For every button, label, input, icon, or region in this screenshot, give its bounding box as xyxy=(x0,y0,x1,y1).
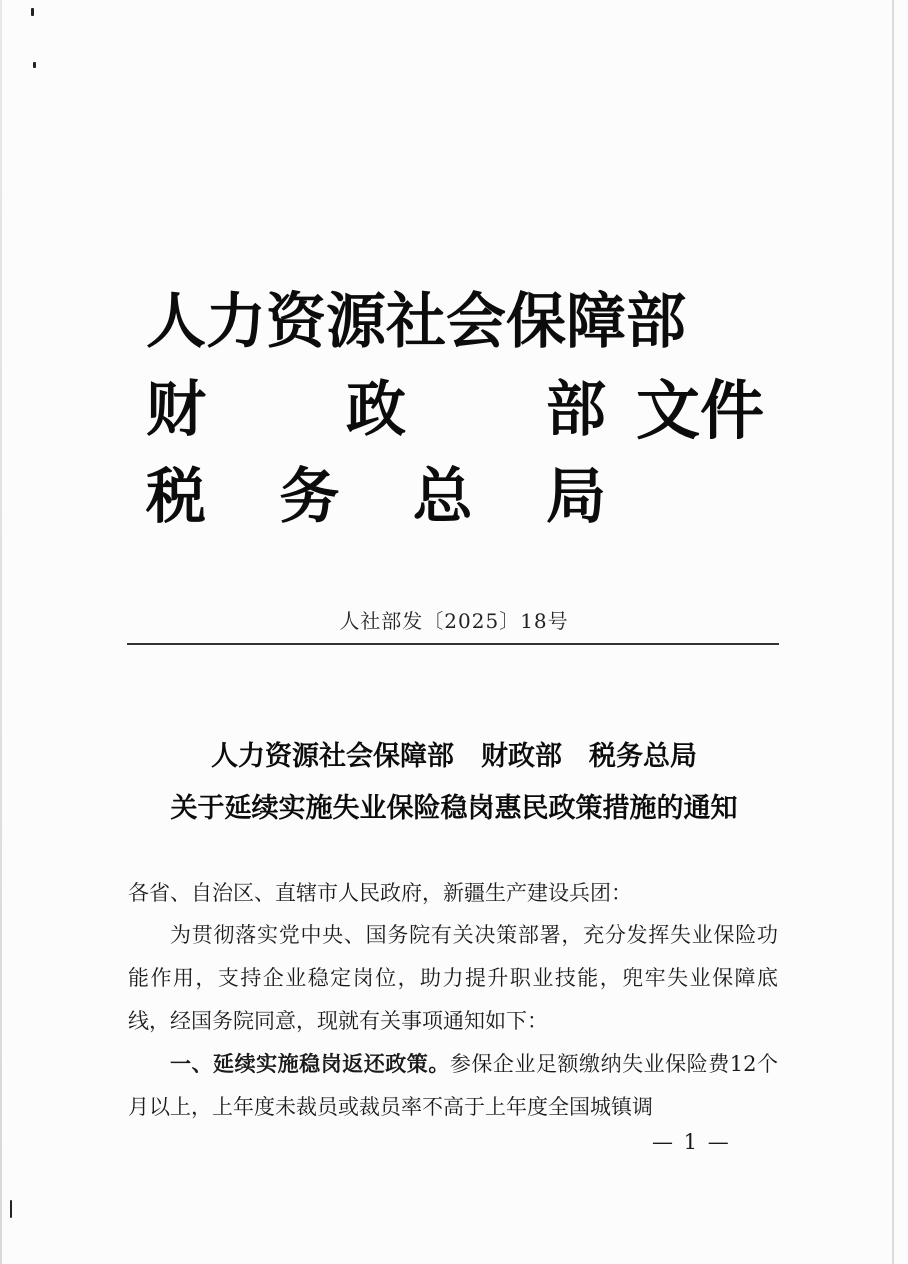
scan-speck xyxy=(33,62,36,68)
body-paragraph-1: 为贯彻落实党中央、国务院有关决策部署，充分发挥失业保险功能作用，支持企业稳定岗位，助力提升职业技能，兜牢失业保障底线，经国务院同意，现就有关事项通知如下： xyxy=(128,923,778,1033)
document-number: 人社部发〔2025〕18号 xyxy=(339,609,569,633)
issuing-org-char: 税 xyxy=(146,462,206,532)
section-1-text: 参保企业足额缴纳失业保险费12个月以上，上年度未裁员或裁员率不高于上年度全国城镇调 xyxy=(128,1052,778,1119)
issuing-org-line-1: 人力资源社会保障部 xyxy=(146,287,686,357)
issuing-org-line-2 xyxy=(146,375,606,445)
salutation: 各省、自治区、直辖市人民政府，新疆生产建设兵团： xyxy=(128,881,632,905)
body-section-1 xyxy=(128,1043,778,1129)
scan-speck xyxy=(10,1200,12,1218)
issuing-org-char: 政 xyxy=(346,375,406,445)
issuing-org-char: 部 xyxy=(546,375,606,445)
issuing-org-line-3 xyxy=(146,462,606,532)
issuing-org-char: 局 xyxy=(545,462,606,532)
issuing-org-char: 财 xyxy=(146,375,206,445)
document-suffix: 文件 xyxy=(636,374,764,449)
page-number: — 1 — xyxy=(652,1130,731,1154)
notice-title-line-2: 关于延续实施失业保险稳岗惠民政策措施的通知 xyxy=(170,793,738,824)
issuing-org-char: 务 xyxy=(279,462,340,532)
header-divider xyxy=(127,643,779,645)
section-1-heading: 一、延续实施稳岗返还政策。 xyxy=(170,1052,450,1076)
scan-speck xyxy=(31,8,34,16)
issuing-org-char: 总 xyxy=(412,462,473,532)
notice-title-line-1: 人力资源社会保障部 财政部 税务总局 xyxy=(211,741,697,772)
